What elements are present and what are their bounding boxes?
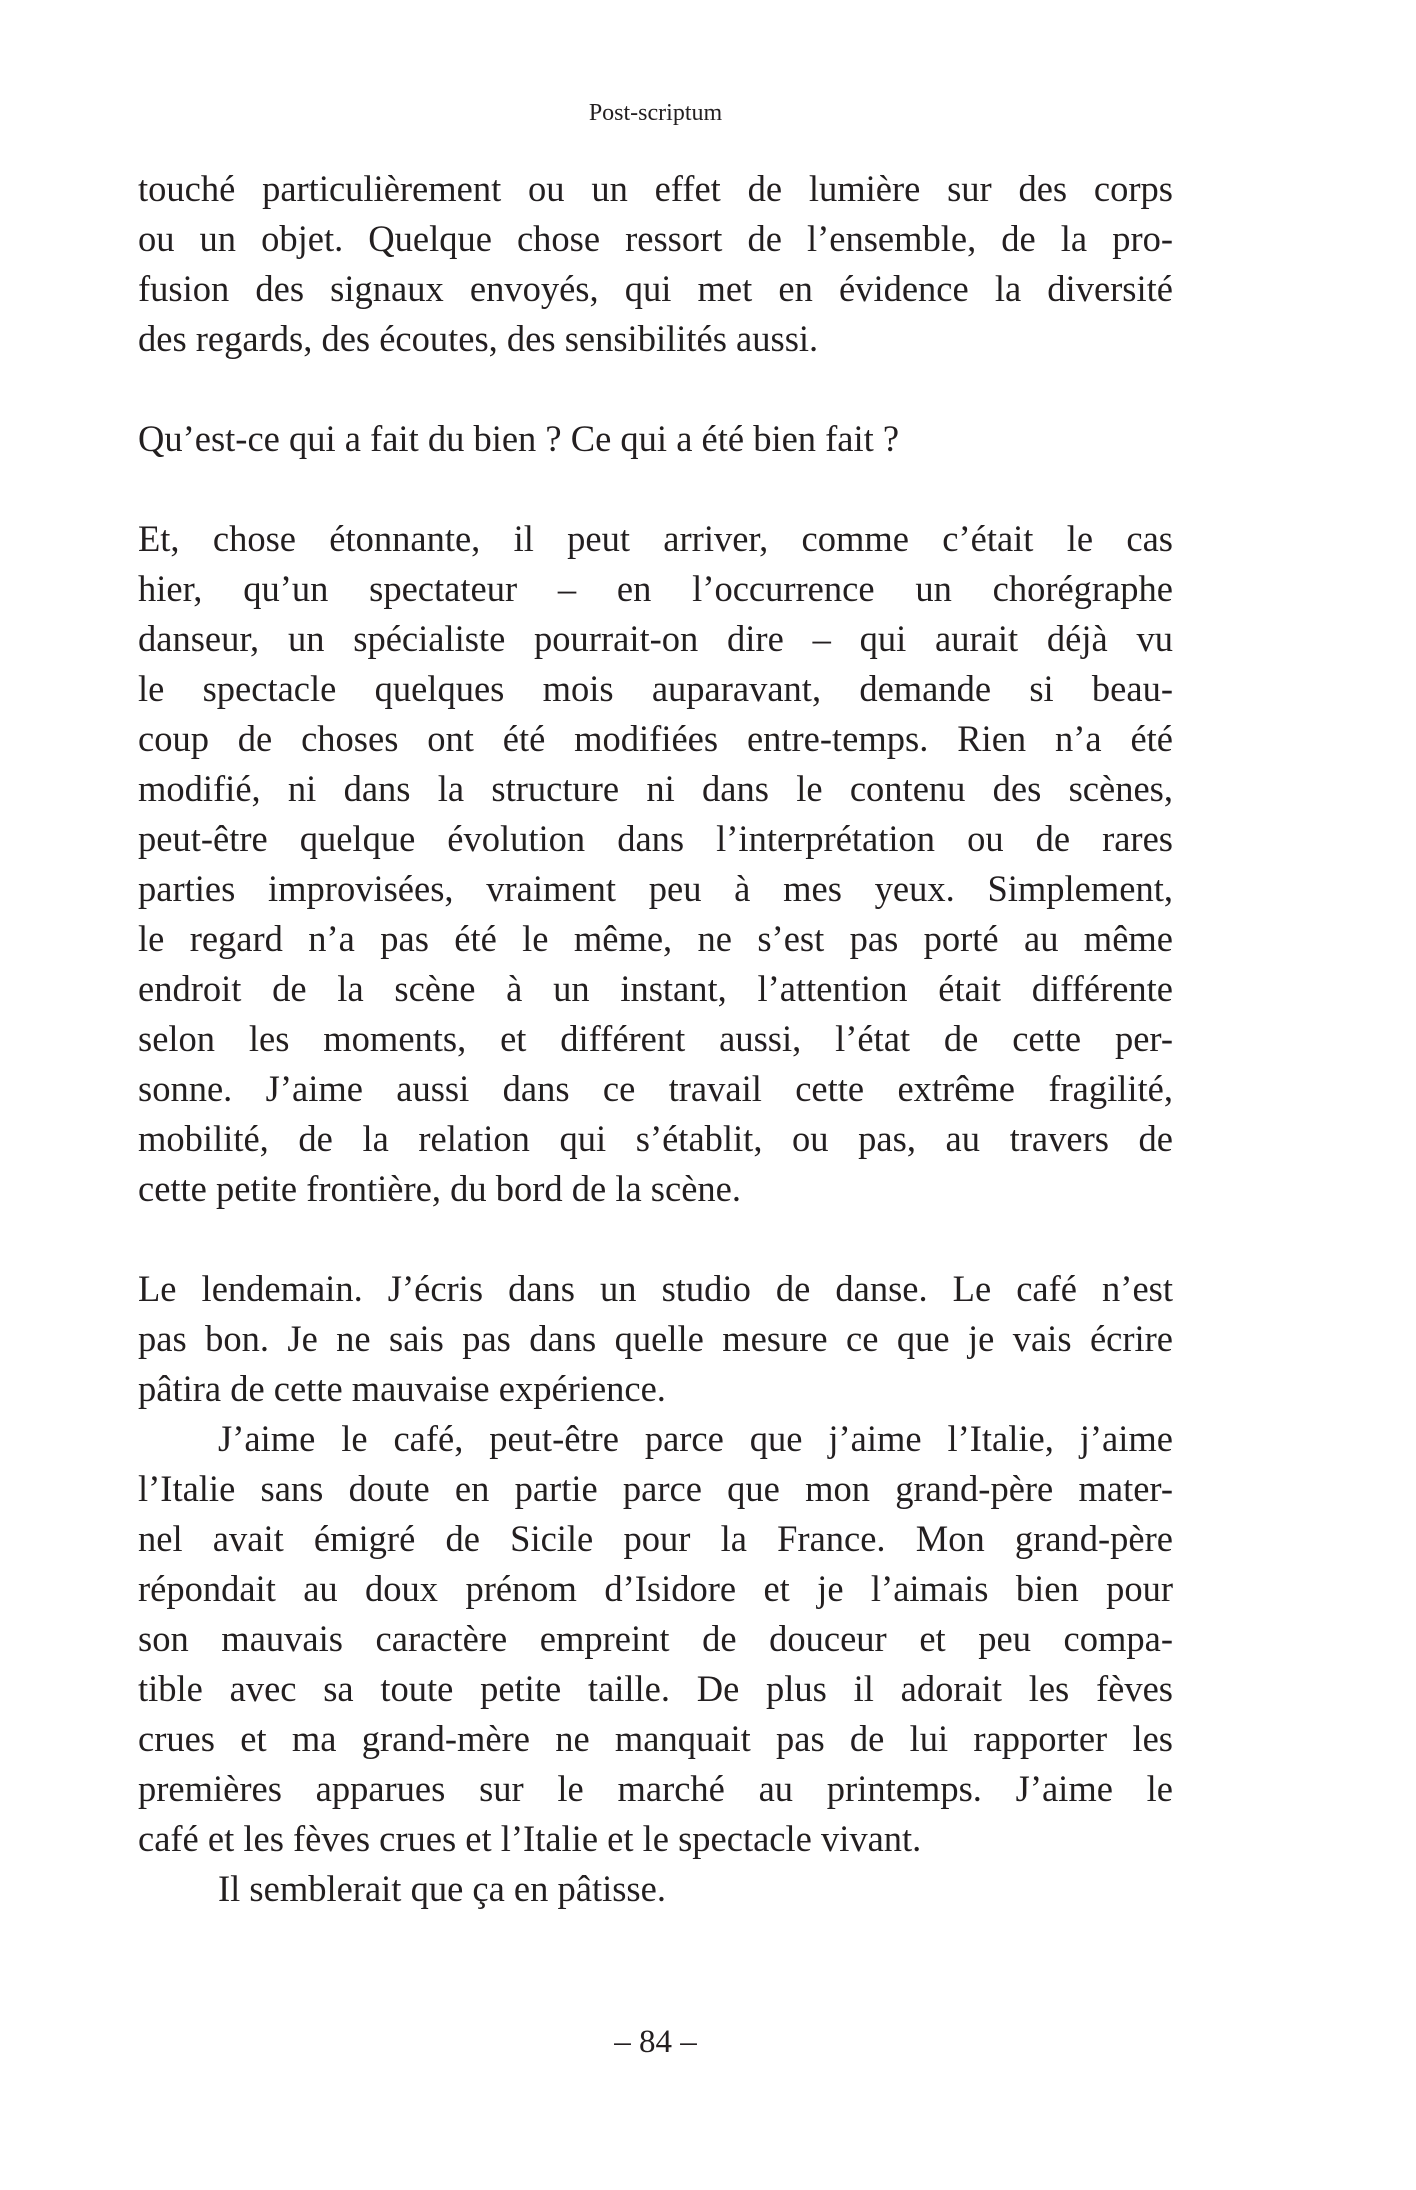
text-line: sonne. J’aime aussi dans ce travail cette extrême fragilité, (138, 1068, 1173, 1109)
text-line: nel avait émigré de Sicile pour la France. Mon grand-père (138, 1518, 1173, 1559)
text-line: pâtira de cette mauvaise expérience. (138, 1368, 666, 1409)
text-line: café et les fèves crues et l’Italie et le spectacle vivant. (138, 1818, 922, 1859)
text-line: crues et ma grand-mère ne manquait pas de lui rapporter les (138, 1718, 1173, 1759)
text-line: Il semblerait que ça en pâtisse. (218, 1868, 666, 1909)
text-line: parties improvisées, vraiment peu à mes yeux. Simplement, (138, 868, 1173, 909)
page-number: – 84 – (614, 2024, 697, 2060)
text-line: endroit de la scène à un instant, l’attention était différente (138, 968, 1173, 1009)
text-line: selon les moments, et différent aussi, l’état de cette per- (138, 1018, 1173, 1059)
text-line: Qu’est-ce qui a fait du bien ? Ce qui a été bien fait ? (138, 418, 900, 459)
text-line: tible avec sa toute petite taille. De plus il adorait les fèves (138, 1668, 1173, 1709)
text-line: coup de choses ont été modifiées entre-temps. Rien n’a été (138, 718, 1173, 759)
text-line: son mauvais caractère empreint de douceur et peu compa- (138, 1618, 1173, 1659)
text-line: répondait au doux prénom d’Isidore et je l’aimais bien pour (138, 1568, 1173, 1609)
text-line: mobilité, de la relation qui s’établit, ou pas, au travers de (138, 1118, 1173, 1159)
text-line: fusion des signaux envoyés, qui met en évidence la diversité (138, 268, 1173, 309)
text-line: le spectacle quelques mois auparavant, demande si beau- (138, 668, 1173, 709)
text-line: premières apparues sur le marché au printemps. J’aime le (138, 1768, 1173, 1809)
text-line: J’aime le café, peut-être parce que j’aime l’Italie, j’aime (218, 1418, 1173, 1459)
text-line: peut-être quelque évolution dans l’interprétation ou de rares (138, 818, 1173, 859)
text-line: l’Italie sans doute en partie parce que mon grand-père mater- (138, 1468, 1173, 1509)
text-line: le regard n’a pas été le même, ne s’est pas porté au même (138, 918, 1173, 959)
text-line: danseur, un spécialiste pourrait-on dire – qui aurait déjà vu (138, 618, 1173, 659)
text-line: modifié, ni dans la structure ni dans le contenu des scènes, (138, 768, 1173, 809)
text-line: cette petite frontière, du bord de la scène. (138, 1168, 741, 1209)
text-line: des regards, des écoutes, des sensibilités aussi. (138, 318, 819, 359)
running-head: Post-scriptum (588, 100, 723, 126)
text-line: hier, qu’un spectateur – en l’occurrence un chorégraphe (138, 568, 1173, 609)
text-line: Le lendemain. J’écris dans un studio de danse. Le café n’est (138, 1268, 1173, 1309)
text-line: ou un objet. Quelque chose ressort de l’ensemble, de la pro- (138, 218, 1173, 259)
text-line: pas bon. Je ne sais pas dans quelle mesure ce que je vais écrire (138, 1318, 1173, 1359)
text-line: touché particulièrement ou un effet de lumière sur des corps (138, 168, 1173, 209)
text-line: Et, chose étonnante, il peut arriver, comme c’était le cas (138, 518, 1173, 559)
